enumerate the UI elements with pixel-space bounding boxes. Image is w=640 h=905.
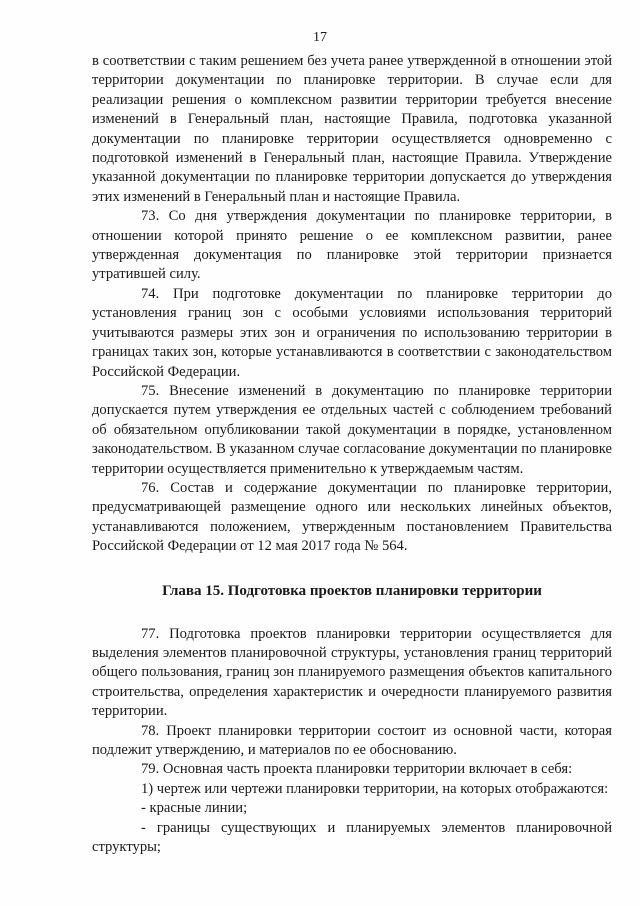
chapter-heading: Глава 15. Подготовка проектов планировки территории (162, 582, 542, 599)
document-body (92, 52, 612, 857)
paragraph-74: 74. При подготовке документации по планировке территории до установления границ зон с особыми условиями использования территорий учитываются размеры этих зон и ограничения по использованию территории в границах таких зон, которые устанавливаются в соответствии с законодательством Российской Федерации. (92, 285, 612, 380)
list-item-structure-boundaries: - границы существующих и планируемых элементов планировочной структуры; (92, 819, 612, 856)
paragraph-79-item-1: 1) чертеж или чертежи планировки территории, на которых отображаются: (141, 780, 609, 797)
paragraph-77: 77. Подготовка проектов планировки территории осуществляется для выделения элементов планировочной структуры, установления границ территорий общего пользования, границ зон планируемого размещения объектов капитального строительства, определения характеристик и очередности планируемого развития территории. (92, 625, 612, 720)
paragraph-76: 76. Состав и содержание документации по планировке территории, предусматривающей размещение одного или нескольких линейных объектов, устанавливаются положением, утвержденным постановлением Правительства Российской Федерации от 12 мая 2017 года № 564. (92, 479, 612, 555)
paragraph-continuation: в соответствии с таким решением без учета ранее утвержденной в отношении этой территории документации по планировке территории. В случае если для реализации решения о комплексном развитии территории требуется внесение изменений в Генеральный план, настоящие Правила, подготовка указанной документации по планировке территории осуществляется одновременно с подготовкой изменений в Генеральный план, настоящие Правила. Утверждение указанной документации по планировке территории допускается до утверждения этих изменений в Генеральный план и настоящие Правила. (92, 53, 612, 205)
paragraph-73: 73. Со дня утверждения документации по планировке территории, в отношении которой принято решение о ее комплексном развитии, ранее утвержденная документация по планировке этой территории признается утратившей силу. (92, 208, 612, 283)
paragraph-79: 79. Основная часть проекта планировки территории включает в себя: (141, 761, 573, 778)
list-item-red-lines: - красные линии; (141, 800, 248, 817)
page-number: 17 (313, 30, 327, 45)
paragraph-78: 78. Проект планировки территории состоит из основной части, которая подлежит утверждению, и материалов по ее обоснованию. (92, 722, 612, 758)
paragraph-75: 75. Внесение изменений в документацию по планировке территории допускается путем утверждения ее отдельных частей с соблюдением требований об обязательном опубликовании такой документации в порядке, установленном законодательством. В указанном случае согласование документации по планировке территории осуществляется применительно к утверждаемым частям. (92, 382, 612, 477)
